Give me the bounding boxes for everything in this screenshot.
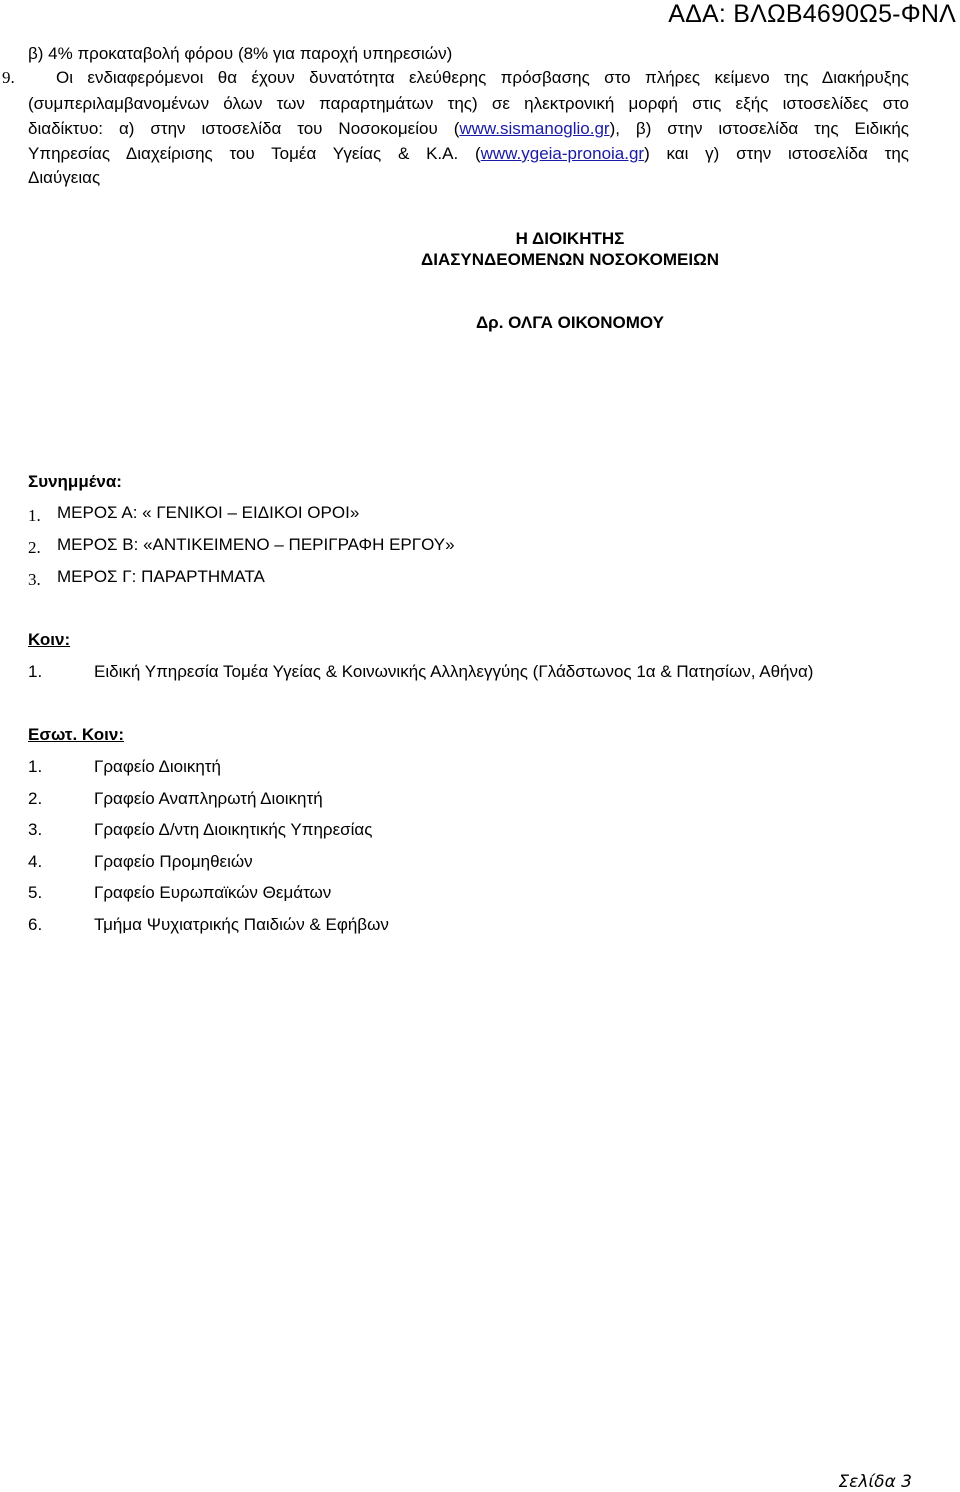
esot-koin-item: Γραφείο Αναπληρωτή Διοικητή (94, 789, 323, 808)
esot-koin-item: Γραφείο Δ/ντη Διοικητικής Υπηρεσίας (94, 820, 373, 839)
page-number: Σελίδα 3 (838, 1472, 912, 1492)
attachment-num: 2. (28, 538, 41, 557)
esot-koin-num: 1. (28, 757, 43, 776)
item-9-line-3-pre: διαδίκτυο: α) στην ιστοσελίδα του Νοσοκομείου ( (28, 119, 460, 138)
ada-code: ΑΔΑ: ΒΛΩΒ4690Ω5-ΦΝΛ (668, 0, 956, 28)
koin-heading: Κοιν: (28, 630, 71, 649)
esot-koin-item: Γραφείο Διοικητή (94, 757, 221, 776)
ygeia-pronoia-link[interactable]: www.ygeia-pronoia.gr (480, 144, 645, 163)
item-9-line-3 (28, 119, 909, 139)
prepayment-line: β) 4% προκαταβολή φόρου (8% για παροχή υπηρεσιών) (28, 44, 453, 63)
esot-koin-num: 4. (28, 852, 43, 871)
koin-num: 1. (28, 662, 43, 681)
sismanoglio-link[interactable]: www.sismanoglio.gr (459, 119, 610, 138)
item-9-line-1: Οι ενδιαφερόμενοι θα έχουν δυνατότητα ελεύθερης πρόσβασης στο πλήρες κείμενο της Διακήρυξης (56, 68, 909, 87)
attachment-item: ΜΕΡΟΣ Β: «ΑΝΤΙΚΕΙΜΕΝΟ – ΠΕΡΙΓΡΑΦΗ ΕΡΓΟΥ» (57, 535, 455, 554)
attachment-num: 3. (28, 570, 41, 589)
esot-koin-num: 2. (28, 789, 43, 808)
attachment-item: ΜΕΡΟΣ Α: « ΓΕΝΙΚΟΙ – ΕΙΔΙΚΟΙ ΟΡΟΙ» (57, 503, 360, 522)
attachment-num: 1. (28, 506, 41, 525)
item-9-line-4 (28, 144, 909, 164)
esot-koin-num: 3. (28, 820, 43, 839)
esot-koin-item: Γραφείο Ευρωπαϊκών Θεμάτων (94, 883, 332, 902)
signature-title-2: ΔΙΑΣΥΝΔΕΟΜΕΝΩΝ ΝΟΣΟΚΟΜΕΙΩΝ (421, 250, 719, 269)
esot-koin-heading: Εσωτ. Κοιν: (28, 725, 124, 744)
signature-name: Δρ. ΟΛΓΑ ΟΙΚΟΝΟΜΟΥ (475, 313, 665, 332)
item-9-line-2: (συμπεριλαμβανομένων όλων των παραρτημάτων της) σε ηλεκτρονική μορφή στις εξής ιστοσελίδες στο (28, 94, 909, 113)
esot-koin-num: 6. (28, 915, 43, 934)
esot-koin-item: Τμήμα Ψυχιατρικής Παιδιών & Εφήβων (94, 915, 389, 934)
koin-item: Ειδική Υπηρεσία Τομέα Υγείας & Κοινωνικής Αλληλεγγύης (Γλάδστωνος 1α & Πατησίων, Αθήνα) (94, 662, 814, 681)
item-9-line-4-pre: Υπηρεσίας Διαχείρισης του Τομέα Υγείας & Κ.Α. ( (28, 144, 481, 163)
item-9-line-3-post: ), β) στην ιστοσελίδα της Ειδικής (609, 119, 909, 138)
attachment-item: ΜΕΡΟΣ Γ: ΠΑΡΑΡΤΗΜΑΤΑ (57, 567, 265, 586)
esot-koin-num: 5. (28, 883, 43, 902)
esot-koin-item: Γραφείο Προμηθειών (94, 852, 253, 871)
signature-title-1: Η ΔΙΟΙΚΗΤΗΣ (515, 229, 625, 248)
item-9-number: 9. (2, 68, 15, 87)
attachments-heading: Συνημμένα: (28, 472, 122, 491)
item-9-line-4-post: ) και γ) στην ιστοσελίδα της (644, 144, 909, 163)
item-9-line-5: Διαύγειας (28, 168, 101, 187)
